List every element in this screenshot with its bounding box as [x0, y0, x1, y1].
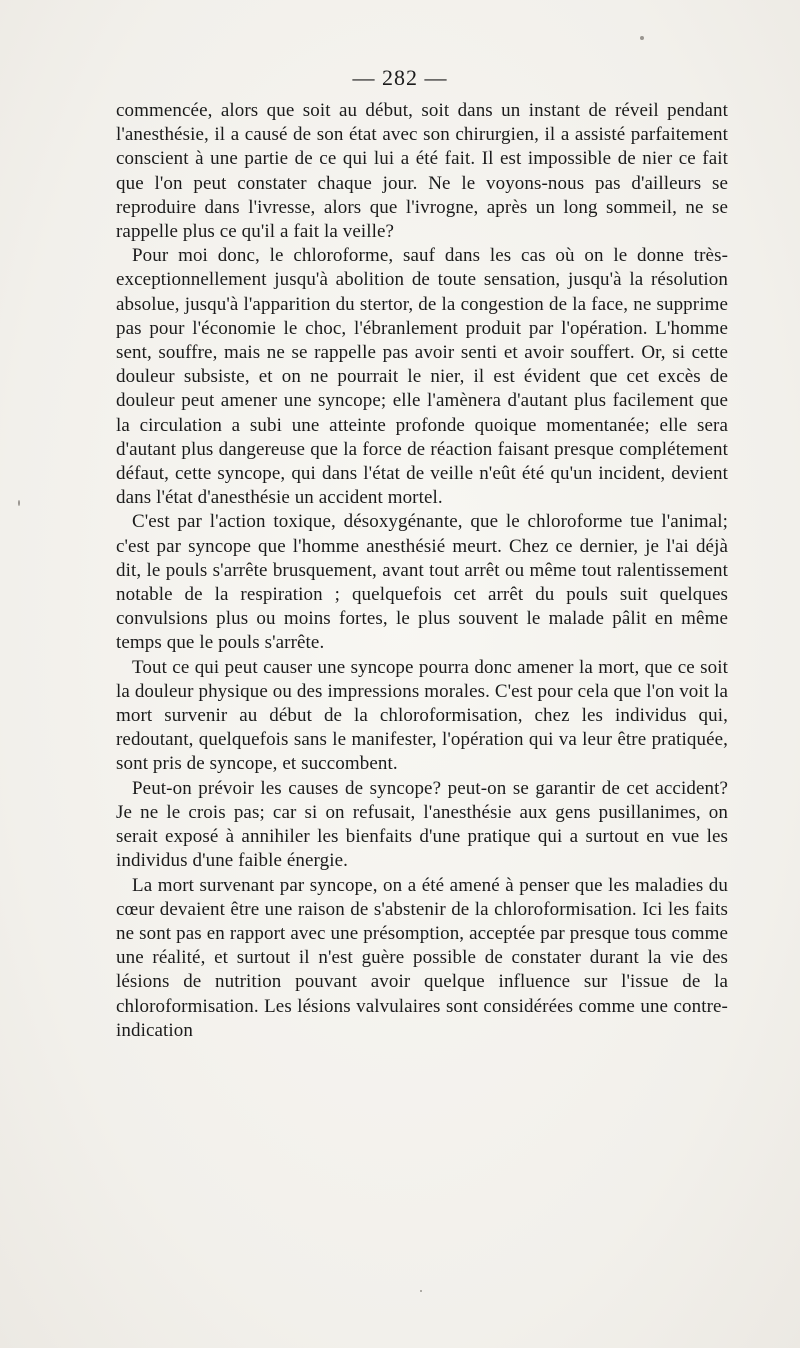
- paragraph-2: Pour moi donc, le chloroforme, sauf dans les cas où on le donne très-exceptionnellement jusqu'à abolition de toute sensation, jusqu'à la résolution absolue, jusqu'à l'apparition du stertor, de la congestion de la face, ne supprime pas pour l'économie le choc, l'ébranlement produit par l'opération. L'homme sent, souffre, mais ne se rappelle pas avoir senti et avoir souffert. Or, si cette douleur subsiste, et on ne pourrait le nier, il est évident que cet excès de douleur peut amener une syncope; elle l'amènera d'autant plus facilement que la circulation a subi une atteinte profonde quoique momentanée; elle sera d'autant plus dangereuse que la force de réaction faisant presque complétement défaut, cette syncope, qui dans l'état de veille n'eût été qu'un incident, devient dans l'état d'anesthésie un accident mortel.: [116, 245, 728, 509]
- body-text: [116, 99, 728, 1043]
- paragraph-5: Peut-on prévoir les causes de syncope? peut-on se garantir de cet accident? Je ne le crois pas; car si on refusait, l'anesthésie aux gens pusillanimes, on serait exposé à annihiler les bienfaits d'une pratique qui a surtout en vue les individus d'une faible énergie.: [116, 777, 728, 872]
- paragraph-3: C'est par l'action toxique, désoxygénante, que le chloroforme tue l'animal; c'est par syncope que l'homme anesthésié meurt. Chez ce dernier, je l'ai déjà dit, le pouls s'arrête brusquement, avant tout arrêt ou même tout ralentissement notable de la respiration ; quelquefois cet arrêt du pouls suit quelques convulsions plus ou moins fortes, le plus souvent le malade pâlit en même temps que le pouls s'arrête.: [116, 511, 728, 654]
- paragraph-1: commencée, alors que soit au début, soit dans un instant de réveil pendant l'anesthésie, il a causé de son état avec son chirurgien, il a assisté parfaitement conscient à une partie de ce qui lui a été fait. Il est impossible de nier ce fait que l'on peut constater chaque jour. Ne le voyons-nous pas d'ailleurs se reproduire dans l'ivresse, alors que l'ivrogne, après un long sommeil, ne se rappelle plus ce qu'il a fait la veille?: [116, 100, 728, 243]
- page-number: — 282 —: [352, 65, 448, 90]
- paper-speck: [420, 1290, 422, 1292]
- paper-speck: [18, 500, 20, 506]
- paragraph-6: La mort survenant par syncope, on a été amené à penser que les maladies du cœur devaient être une raison de s'abstenir de la chloroformisation. Ici les faits ne sont pas en rapport avec une présomption, acceptée par presque tous comme une réalité, et surtout il n'est guère possible de constater durant la vie des lésions de nutrition pouvant avoir quelque influence sur l'issue de la chloroformisation. Les lésions valvulaires sont considérées comme une contre-indication: [116, 874, 728, 1041]
- paragraph-4: Tout ce qui peut causer une syncope pourra donc amener la mort, que ce soit la douleur physique ou des impressions morales. C'est pour cela que l'on voit la mort survenir au début de la chloroformisation, chez les individus qui, redoutant, quelquefois sans le manifester, l'opération qui va leur être pratiquée, sont pris de syncope, et succombent.: [116, 656, 728, 775]
- paper-speck: [640, 36, 644, 40]
